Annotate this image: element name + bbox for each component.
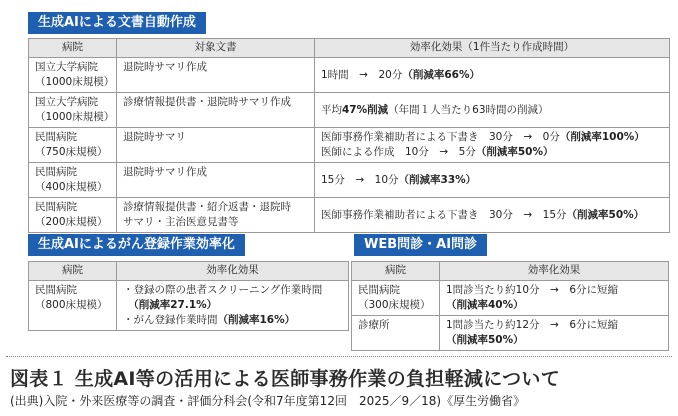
- effect-rate: （削減率50%）: [475, 146, 554, 158]
- table-header-row: [29, 39, 670, 58]
- document-cell: [117, 163, 315, 198]
- cancer-registry-table: [28, 261, 349, 331]
- effect-cell: [440, 281, 669, 316]
- document-automation-table: [28, 38, 670, 233]
- effect-line: [321, 103, 663, 118]
- section-title-cancer-registry: 生成AIによるがん登録作業効率化: [28, 234, 245, 256]
- effect-rate: 47%削減: [342, 103, 389, 116]
- table-row: [29, 163, 670, 198]
- document-line: 退院時サマリ: [123, 131, 186, 143]
- column-header-hospital: 病院: [29, 262, 117, 281]
- effect-text: ・登録の際の患者スクリーニング作業時間: [123, 284, 323, 296]
- effect-rate: （削減率16%）: [217, 314, 296, 326]
- table-row: [29, 128, 670, 163]
- hospital-size: （750床規模）: [35, 146, 108, 158]
- effect-line: [321, 145, 663, 160]
- effect-line: 1問診当たり約10分 → 6分に短縮: [446, 284, 619, 296]
- effect-text: 平均: [321, 103, 342, 116]
- column-header-effect: 効率化効果: [117, 262, 349, 281]
- effect-cell: [117, 281, 349, 331]
- hospital-cell: [29, 163, 117, 198]
- effect-line: [321, 130, 663, 145]
- hospital-name: 民間病院: [35, 166, 77, 178]
- effect-rate: （削減率50%）: [566, 208, 645, 221]
- hospital-size: （300床規模）: [358, 299, 431, 311]
- hospital-name: 国立大学病院: [35, 61, 98, 73]
- hospital-name: 民間病院: [35, 201, 77, 213]
- table-header-row: [352, 262, 669, 281]
- effect-cell: [315, 163, 670, 198]
- hospital-name: 民間病院: [35, 131, 77, 143]
- effect-line: 1問診当たり約12分 → 6分に短縮: [446, 319, 619, 331]
- hospital-name: 診療所: [358, 319, 390, 331]
- effect-text: 医師事務作業補助者による下書き 30分 → 0分: [321, 131, 560, 143]
- table-row: [29, 281, 349, 331]
- section-title-document-automation: 生成AIによる文書自動作成: [28, 12, 206, 34]
- hospital-cell: [352, 281, 440, 316]
- document-line: 診療情報提供書・紹介返書・退院時: [123, 201, 291, 213]
- column-header-document: 対象文書: [117, 39, 315, 58]
- hospital-size: （400床規模）: [35, 181, 108, 193]
- effect-line: [123, 298, 342, 313]
- table-row: [352, 281, 669, 316]
- column-header-hospital: 病院: [29, 39, 117, 58]
- effect-text: 医師事務作業補助者による下書き 30分 → 15分: [321, 208, 567, 221]
- effect-text: ・がん登録作業時間: [123, 314, 218, 326]
- hospital-cell: [29, 281, 117, 331]
- effect-cell: [315, 58, 670, 93]
- document-cell: [117, 58, 315, 93]
- section-title-web-interview: WEB問診・AI問診: [354, 234, 487, 256]
- hospital-name: 民間病院: [358, 284, 400, 296]
- hospital-name: 民間病院: [35, 284, 77, 296]
- table-header-row: [29, 262, 349, 281]
- hospital-cell: [352, 316, 440, 351]
- effect-text: 医師による作成 10分 → 5分: [321, 146, 476, 158]
- effect-rate: （削減率50%）: [446, 334, 524, 346]
- document-line: 退院時サマリ作成: [123, 166, 207, 178]
- table-row: [29, 198, 670, 233]
- hospital-size: （1000床規模）: [35, 76, 115, 88]
- hospital-cell: [29, 58, 117, 93]
- column-header-effect: 効率化効果: [440, 262, 669, 281]
- document-line: 退院時サマリ作成: [123, 61, 207, 73]
- effect-cell: [315, 128, 670, 163]
- effect-rate: （削減率66%）: [402, 68, 480, 81]
- hospital-cell: [29, 93, 117, 128]
- effect-line: [123, 313, 342, 328]
- table-row: [29, 93, 670, 128]
- effect-line: [321, 68, 663, 83]
- effect-cell: [440, 316, 669, 351]
- effect-cell: [315, 198, 670, 233]
- hospital-size: （200床規模）: [35, 216, 108, 228]
- figure-title: 図表１ 生成AI等の活用による医師事務作業の負担軽減について: [10, 368, 561, 390]
- effect-rate: （削減率100%）: [559, 131, 645, 143]
- column-header-effect: 効率化効果（1件当たり作成時間）: [315, 39, 670, 58]
- document-cell: [117, 93, 315, 128]
- hospital-cell: [29, 198, 117, 233]
- web-interview-table: [351, 261, 669, 351]
- effect-rate: （削減率27.1%）: [133, 299, 218, 311]
- document-line: 診療情報提供書・退院時サマリ作成: [123, 96, 291, 108]
- effect-text: [123, 299, 134, 311]
- document-line: サマリ・主治医意見書等: [123, 216, 239, 228]
- effect-text: 15分 → 10分: [321, 173, 399, 186]
- figure-source: (出典)入院・外来医療等の調査・評価分科会(令和7年度第12回 2025／9／18)《厚生労働省》: [10, 394, 526, 408]
- divider: [6, 356, 672, 357]
- effect-line: [321, 208, 663, 223]
- document-cell: [117, 128, 315, 163]
- effect-note: （年間１人当たり63時間の削減）: [388, 103, 549, 116]
- effect-rate: （削減率33%）: [398, 173, 477, 186]
- hospital-size: （800床規模）: [35, 299, 108, 311]
- effect-text: 1時間 → 20分: [321, 68, 403, 81]
- effect-line: [123, 283, 342, 298]
- column-header-hospital: 病院: [352, 262, 440, 281]
- effect-cell: [315, 93, 670, 128]
- hospital-size: （1000床規模）: [35, 111, 115, 123]
- table-row: [29, 58, 670, 93]
- effect-line: [321, 173, 663, 188]
- hospital-name: 国立大学病院: [35, 96, 98, 108]
- document-cell: [117, 198, 315, 233]
- table-row: [352, 316, 669, 351]
- effect-rate: （削減率40%）: [446, 299, 524, 311]
- hospital-cell: [29, 128, 117, 163]
